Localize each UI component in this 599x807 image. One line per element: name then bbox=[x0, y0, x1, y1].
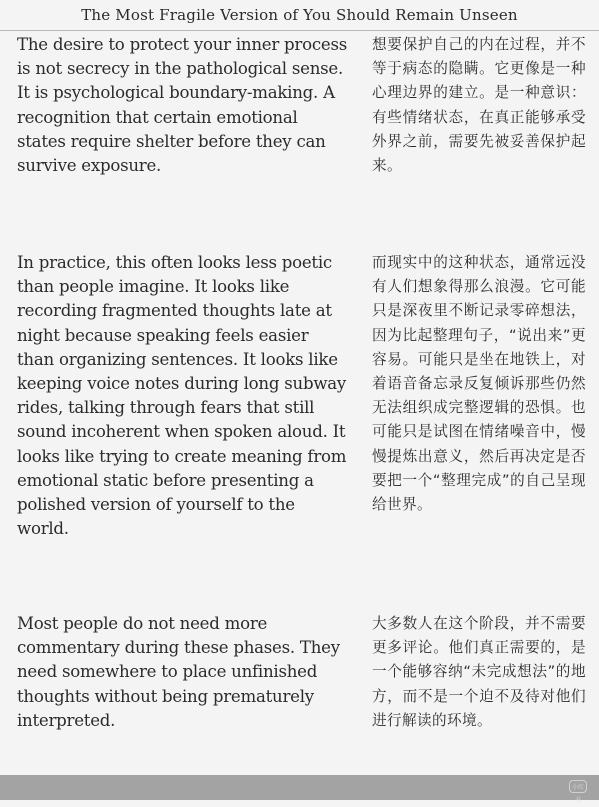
paragraph-3-chinese: 大多数人在这个阶段，并不需要更多评论。他们真正需要的，是一个能够容纳“未完成想法”的地方，而不是一个迫不及待对他们进行解读的环境。 bbox=[372, 615, 586, 729]
paragraph-3-english: Most people do not need more commentary during these phases. They need somewhere to place unfinished thoughts without being prematurely interpreted. bbox=[17, 614, 340, 730]
paragraph-1-english: The desire to protect your inner process is not secrecy in the pathological sense. It is psychological boundary-making. A recognition that certain emotional states require shelter before they can survive exposure. bbox=[17, 35, 348, 176]
bottom-bar bbox=[0, 775, 599, 804]
paragraph-2-english: In practice, this often looks less poetic than people imagine. It looks like recording fragmented thoughts late at night because speaking feels easier than organizing sentences. It looks like keeping voice notes during long subway rides, talking through fears that still sound incoherent when spoken aloud. It looks like trying to create meaning from emotional static before presenting a polished version of yourself to the world. bbox=[17, 253, 347, 539]
page-title: The Most Fragile Version of You Should Remain Unseen bbox=[81, 6, 518, 24]
paragraph-1-chinese: 想要保护自己的内在过程，并不等于病态的隐瞒。它更像是一种心理边界的建立。是一种意识：有些情绪状态，在真正能够承受外界之前，需要先被妥善保护起来。 bbox=[372, 36, 586, 175]
watermark-logo: 小红书 bbox=[569, 780, 587, 793]
title-divider bbox=[0, 30, 599, 31]
paragraph-2-chinese: 而现实中的这种状态，通常远没有人们想象得那么浪漫。它可能只是深夜里不断记录零碎想法，因为比起整理句子，“说出来”更容易。可能只是坐在地铁上，对着语音备忘录反复倾诉那些仍然无法组织成完整逻辑的恐惧。也可能只是试图在情绪噪音中，慢慢提炼出意义，然后再决定是否要把一个“整理完成”的自己呈现给世界。 bbox=[372, 254, 586, 514]
